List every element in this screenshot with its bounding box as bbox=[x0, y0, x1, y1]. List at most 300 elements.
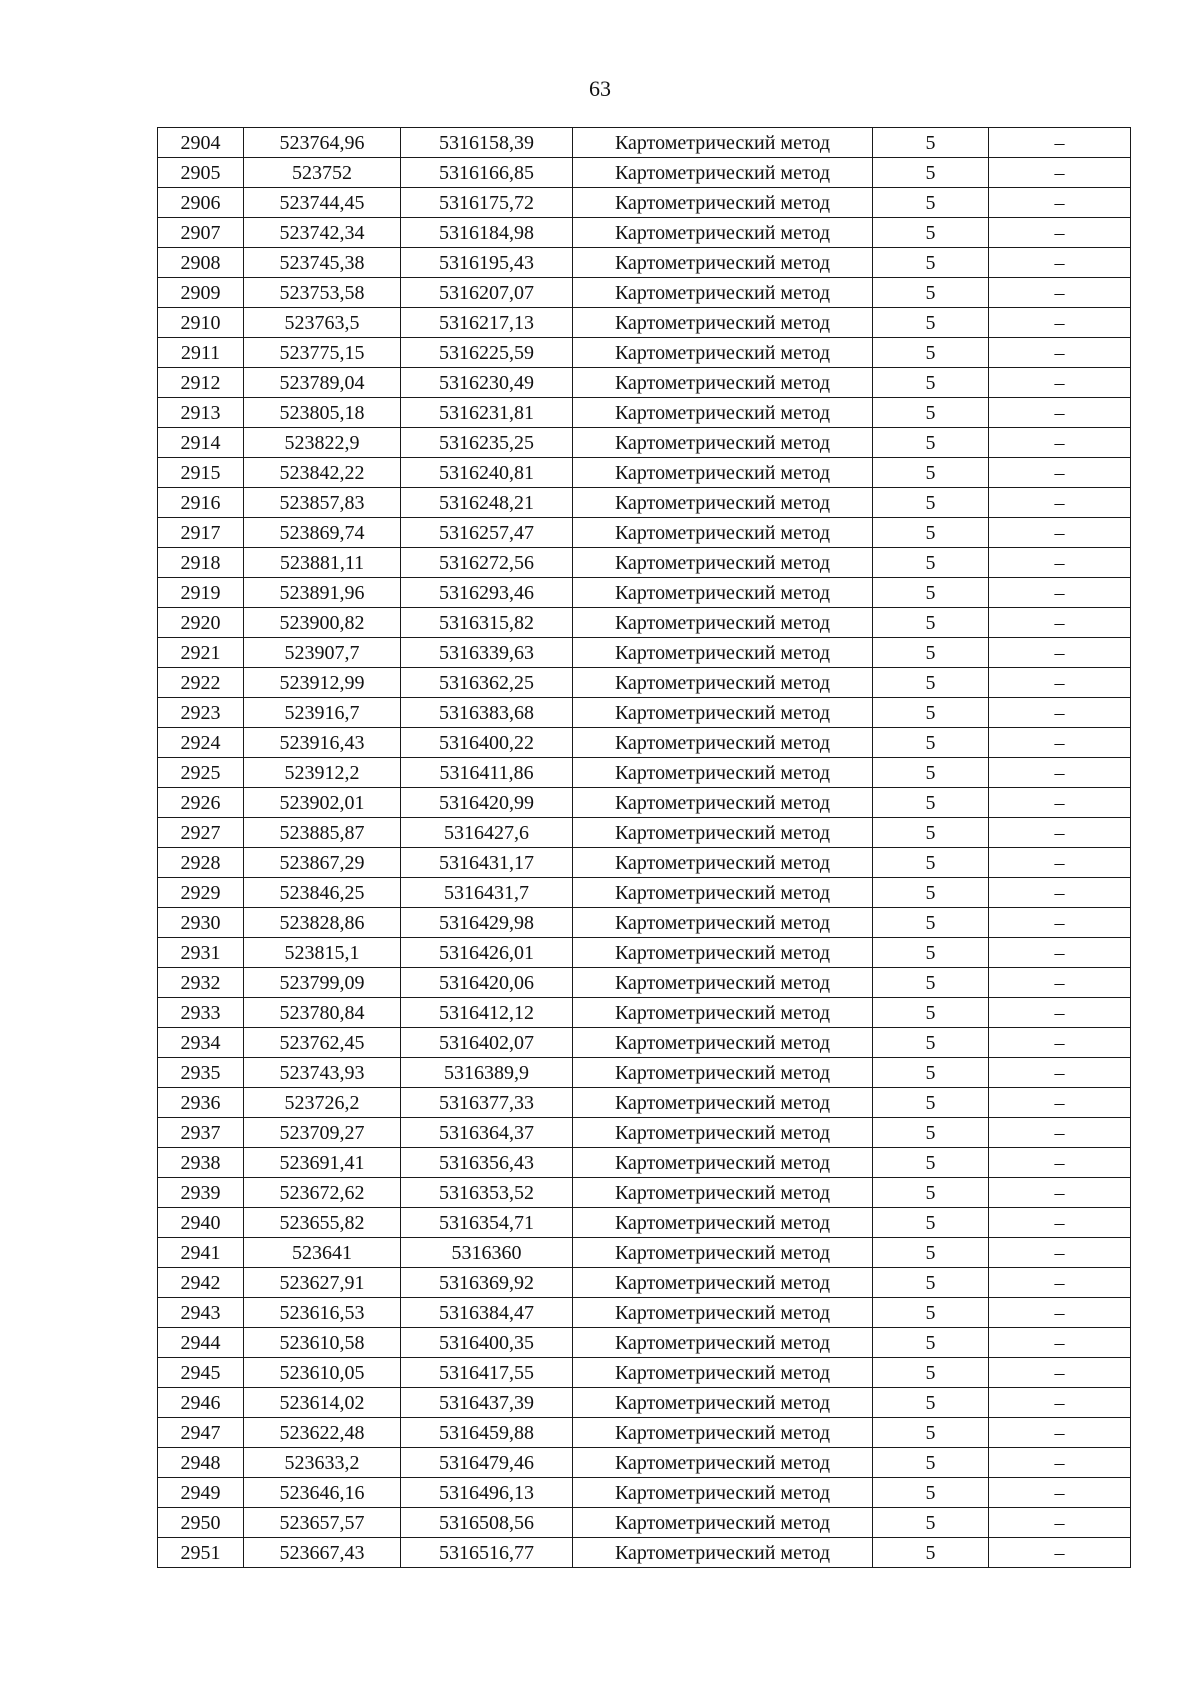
method-cell: Картометрический метод bbox=[573, 878, 873, 908]
x-coordinate-cell: 523616,53 bbox=[244, 1298, 401, 1328]
point-number-cell: 2912 bbox=[158, 368, 244, 398]
point-number-cell: 2942 bbox=[158, 1268, 244, 1298]
accuracy-cell: 5 bbox=[873, 458, 989, 488]
table-row bbox=[158, 1328, 1131, 1358]
accuracy-cell: 5 bbox=[873, 998, 989, 1028]
x-coordinate-cell: 523846,25 bbox=[244, 878, 401, 908]
note-cell: – bbox=[989, 128, 1131, 158]
table-row bbox=[158, 668, 1131, 698]
table-row bbox=[158, 1058, 1131, 1088]
point-number-cell: 2917 bbox=[158, 518, 244, 548]
x-coordinate-cell: 523655,82 bbox=[244, 1208, 401, 1238]
point-number-cell: 2948 bbox=[158, 1448, 244, 1478]
x-coordinate-cell: 523902,01 bbox=[244, 788, 401, 818]
accuracy-cell: 5 bbox=[873, 1298, 989, 1328]
method-cell: Картометрический метод bbox=[573, 818, 873, 848]
point-number-cell: 2931 bbox=[158, 938, 244, 968]
y-coordinate-cell: 5316364,37 bbox=[401, 1118, 573, 1148]
x-coordinate-cell: 523742,34 bbox=[244, 218, 401, 248]
y-coordinate-cell: 5316225,59 bbox=[401, 338, 573, 368]
table-row bbox=[158, 1418, 1131, 1448]
point-number-cell: 2922 bbox=[158, 668, 244, 698]
x-coordinate-cell: 523641 bbox=[244, 1238, 401, 1268]
table-row bbox=[158, 128, 1131, 158]
table-row bbox=[158, 368, 1131, 398]
point-number-cell: 2940 bbox=[158, 1208, 244, 1238]
accuracy-cell: 5 bbox=[873, 158, 989, 188]
table-row bbox=[158, 848, 1131, 878]
note-cell: – bbox=[989, 1208, 1131, 1238]
x-coordinate-cell: 523667,43 bbox=[244, 1538, 401, 1568]
note-cell: – bbox=[989, 488, 1131, 518]
table-row bbox=[158, 428, 1131, 458]
note-cell: – bbox=[989, 668, 1131, 698]
y-coordinate-cell: 5316315,82 bbox=[401, 608, 573, 638]
y-coordinate-cell: 5316207,07 bbox=[401, 278, 573, 308]
method-cell: Картометрический метод bbox=[573, 1298, 873, 1328]
note-cell: – bbox=[989, 398, 1131, 428]
method-cell: Картометрический метод bbox=[573, 398, 873, 428]
accuracy-cell: 5 bbox=[873, 308, 989, 338]
x-coordinate-cell: 523745,38 bbox=[244, 248, 401, 278]
x-coordinate-cell: 523891,96 bbox=[244, 578, 401, 608]
x-coordinate-cell: 523622,48 bbox=[244, 1418, 401, 1448]
note-cell: – bbox=[989, 758, 1131, 788]
table-row bbox=[158, 278, 1131, 308]
accuracy-cell: 5 bbox=[873, 1118, 989, 1148]
accuracy-cell: 5 bbox=[873, 968, 989, 998]
method-cell: Картометрический метод bbox=[573, 518, 873, 548]
table-row bbox=[158, 638, 1131, 668]
point-number-cell: 2941 bbox=[158, 1238, 244, 1268]
y-coordinate-cell: 5316240,81 bbox=[401, 458, 573, 488]
table-row bbox=[158, 158, 1131, 188]
method-cell: Картометрический метод bbox=[573, 368, 873, 398]
point-number-cell: 2911 bbox=[158, 338, 244, 368]
table-row bbox=[158, 1208, 1131, 1238]
method-cell: Картометрический метод bbox=[573, 1328, 873, 1358]
y-coordinate-cell: 5316412,12 bbox=[401, 998, 573, 1028]
point-number-cell: 2926 bbox=[158, 788, 244, 818]
note-cell: – bbox=[989, 518, 1131, 548]
accuracy-cell: 5 bbox=[873, 608, 989, 638]
method-cell: Картометрический метод bbox=[573, 1358, 873, 1388]
method-cell: Картометрический метод bbox=[573, 1118, 873, 1148]
point-number-cell: 2933 bbox=[158, 998, 244, 1028]
accuracy-cell: 5 bbox=[873, 938, 989, 968]
x-coordinate-cell: 523867,29 bbox=[244, 848, 401, 878]
note-cell: – bbox=[989, 308, 1131, 338]
y-coordinate-cell: 5316400,22 bbox=[401, 728, 573, 758]
y-coordinate-cell: 5316235,25 bbox=[401, 428, 573, 458]
note-cell: – bbox=[989, 848, 1131, 878]
x-coordinate-cell: 523762,45 bbox=[244, 1028, 401, 1058]
method-cell: Картометрический метод bbox=[573, 668, 873, 698]
note-cell: – bbox=[989, 1298, 1131, 1328]
table-row bbox=[158, 518, 1131, 548]
x-coordinate-cell: 523842,22 bbox=[244, 458, 401, 488]
point-number-cell: 2918 bbox=[158, 548, 244, 578]
note-cell: – bbox=[989, 368, 1131, 398]
table-row bbox=[158, 1238, 1131, 1268]
accuracy-cell: 5 bbox=[873, 758, 989, 788]
y-coordinate-cell: 5316417,55 bbox=[401, 1358, 573, 1388]
note-cell: – bbox=[989, 1388, 1131, 1418]
table-row bbox=[158, 188, 1131, 218]
y-coordinate-cell: 5316389,9 bbox=[401, 1058, 573, 1088]
method-cell: Картометрический метод bbox=[573, 728, 873, 758]
point-number-cell: 2923 bbox=[158, 698, 244, 728]
point-number-cell: 2904 bbox=[158, 128, 244, 158]
method-cell: Картометрический метод bbox=[573, 998, 873, 1028]
y-coordinate-cell: 5316431,17 bbox=[401, 848, 573, 878]
accuracy-cell: 5 bbox=[873, 1418, 989, 1448]
x-coordinate-cell: 523753,58 bbox=[244, 278, 401, 308]
point-number-cell: 2914 bbox=[158, 428, 244, 458]
y-coordinate-cell: 5316257,47 bbox=[401, 518, 573, 548]
accuracy-cell: 5 bbox=[873, 1058, 989, 1088]
method-cell: Картометрический метод bbox=[573, 458, 873, 488]
method-cell: Картометрический метод bbox=[573, 158, 873, 188]
note-cell: – bbox=[989, 1148, 1131, 1178]
accuracy-cell: 5 bbox=[873, 668, 989, 698]
table-row bbox=[158, 1478, 1131, 1508]
point-number-cell: 2945 bbox=[158, 1358, 244, 1388]
y-coordinate-cell: 5316217,13 bbox=[401, 308, 573, 338]
note-cell: – bbox=[989, 248, 1131, 278]
note-cell: – bbox=[989, 1088, 1131, 1118]
point-number-cell: 2935 bbox=[158, 1058, 244, 1088]
accuracy-cell: 5 bbox=[873, 1238, 989, 1268]
method-cell: Картометрический метод bbox=[573, 308, 873, 338]
method-cell: Картометрический метод bbox=[573, 548, 873, 578]
y-coordinate-cell: 5316459,88 bbox=[401, 1418, 573, 1448]
accuracy-cell: 5 bbox=[873, 1448, 989, 1478]
method-cell: Картометрический метод bbox=[573, 1238, 873, 1268]
x-coordinate-cell: 523752 bbox=[244, 158, 401, 188]
point-number-cell: 2936 bbox=[158, 1088, 244, 1118]
x-coordinate-cell: 523799,09 bbox=[244, 968, 401, 998]
x-coordinate-cell: 523881,11 bbox=[244, 548, 401, 578]
x-coordinate-cell: 523900,82 bbox=[244, 608, 401, 638]
table-row bbox=[158, 1268, 1131, 1298]
method-cell: Картометрический метод bbox=[573, 188, 873, 218]
note-cell: – bbox=[989, 428, 1131, 458]
table-row bbox=[158, 908, 1131, 938]
table-row bbox=[158, 1028, 1131, 1058]
table-row bbox=[158, 548, 1131, 578]
y-coordinate-cell: 5316400,35 bbox=[401, 1328, 573, 1358]
accuracy-cell: 5 bbox=[873, 368, 989, 398]
method-cell: Картометрический метод bbox=[573, 1388, 873, 1418]
x-coordinate-cell: 523822,9 bbox=[244, 428, 401, 458]
note-cell: – bbox=[989, 1058, 1131, 1088]
x-coordinate-cell: 523805,18 bbox=[244, 398, 401, 428]
note-cell: – bbox=[989, 1238, 1131, 1268]
note-cell: – bbox=[989, 1508, 1131, 1538]
method-cell: Картометрический метод bbox=[573, 608, 873, 638]
accuracy-cell: 5 bbox=[873, 518, 989, 548]
y-coordinate-cell: 5316272,56 bbox=[401, 548, 573, 578]
x-coordinate-cell: 523912,2 bbox=[244, 758, 401, 788]
note-cell: – bbox=[989, 1478, 1131, 1508]
table-row bbox=[158, 968, 1131, 998]
note-cell: – bbox=[989, 548, 1131, 578]
method-cell: Картометрический метод bbox=[573, 1508, 873, 1538]
note-cell: – bbox=[989, 188, 1131, 218]
method-cell: Картометрический метод bbox=[573, 1028, 873, 1058]
method-cell: Картометрический метод bbox=[573, 128, 873, 158]
point-number-cell: 2949 bbox=[158, 1478, 244, 1508]
x-coordinate-cell: 523869,74 bbox=[244, 518, 401, 548]
point-number-cell: 2908 bbox=[158, 248, 244, 278]
accuracy-cell: 5 bbox=[873, 398, 989, 428]
note-cell: – bbox=[989, 1358, 1131, 1388]
y-coordinate-cell: 5316496,13 bbox=[401, 1478, 573, 1508]
method-cell: Картометрический метод bbox=[573, 428, 873, 458]
method-cell: Картометрический метод bbox=[573, 758, 873, 788]
point-number-cell: 2939 bbox=[158, 1178, 244, 1208]
accuracy-cell: 5 bbox=[873, 128, 989, 158]
point-number-cell: 2925 bbox=[158, 758, 244, 788]
note-cell: – bbox=[989, 578, 1131, 608]
point-number-cell: 2913 bbox=[158, 398, 244, 428]
table-row bbox=[158, 1508, 1131, 1538]
x-coordinate-cell: 523691,41 bbox=[244, 1148, 401, 1178]
accuracy-cell: 5 bbox=[873, 1148, 989, 1178]
method-cell: Картометрический метод bbox=[573, 968, 873, 998]
method-cell: Картометрический метод bbox=[573, 638, 873, 668]
point-number-cell: 2934 bbox=[158, 1028, 244, 1058]
x-coordinate-cell: 523763,5 bbox=[244, 308, 401, 338]
note-cell: – bbox=[989, 1118, 1131, 1148]
y-coordinate-cell: 5316427,6 bbox=[401, 818, 573, 848]
x-coordinate-cell: 523610,58 bbox=[244, 1328, 401, 1358]
coordinates-table bbox=[157, 127, 1131, 1568]
point-number-cell: 2950 bbox=[158, 1508, 244, 1538]
accuracy-cell: 5 bbox=[873, 1088, 989, 1118]
point-number-cell: 2924 bbox=[158, 728, 244, 758]
method-cell: Картометрический метод bbox=[573, 938, 873, 968]
method-cell: Картометрический метод bbox=[573, 578, 873, 608]
y-coordinate-cell: 5316437,39 bbox=[401, 1388, 573, 1418]
y-coordinate-cell: 5316516,77 bbox=[401, 1538, 573, 1568]
coordinates-table-body bbox=[158, 128, 1131, 1568]
x-coordinate-cell: 523857,83 bbox=[244, 488, 401, 518]
point-number-cell: 2947 bbox=[158, 1418, 244, 1448]
x-coordinate-cell: 523815,1 bbox=[244, 938, 401, 968]
accuracy-cell: 5 bbox=[873, 188, 989, 218]
accuracy-cell: 5 bbox=[873, 728, 989, 758]
point-number-cell: 2932 bbox=[158, 968, 244, 998]
note-cell: – bbox=[989, 1028, 1131, 1058]
x-coordinate-cell: 523907,7 bbox=[244, 638, 401, 668]
table-row bbox=[158, 458, 1131, 488]
table-row bbox=[158, 698, 1131, 728]
note-cell: – bbox=[989, 1268, 1131, 1298]
point-number-cell: 2929 bbox=[158, 878, 244, 908]
table-row bbox=[158, 788, 1131, 818]
method-cell: Картометрический метод bbox=[573, 848, 873, 878]
method-cell: Картометрический метод bbox=[573, 698, 873, 728]
y-coordinate-cell: 5316230,49 bbox=[401, 368, 573, 398]
accuracy-cell: 5 bbox=[873, 1388, 989, 1418]
table-row bbox=[158, 938, 1131, 968]
table-row bbox=[158, 758, 1131, 788]
note-cell: – bbox=[989, 1178, 1131, 1208]
y-coordinate-cell: 5316429,98 bbox=[401, 908, 573, 938]
x-coordinate-cell: 523764,96 bbox=[244, 128, 401, 158]
y-coordinate-cell: 5316508,56 bbox=[401, 1508, 573, 1538]
note-cell: – bbox=[989, 338, 1131, 368]
table-row bbox=[158, 1148, 1131, 1178]
y-coordinate-cell: 5316384,47 bbox=[401, 1298, 573, 1328]
y-coordinate-cell: 5316431,7 bbox=[401, 878, 573, 908]
y-coordinate-cell: 5316195,43 bbox=[401, 248, 573, 278]
accuracy-cell: 5 bbox=[873, 278, 989, 308]
note-cell: – bbox=[989, 998, 1131, 1028]
point-number-cell: 2927 bbox=[158, 818, 244, 848]
table-row bbox=[158, 818, 1131, 848]
method-cell: Картометрический метод bbox=[573, 488, 873, 518]
note-cell: – bbox=[989, 908, 1131, 938]
point-number-cell: 2930 bbox=[158, 908, 244, 938]
accuracy-cell: 5 bbox=[873, 878, 989, 908]
x-coordinate-cell: 523627,91 bbox=[244, 1268, 401, 1298]
note-cell: – bbox=[989, 218, 1131, 248]
point-number-cell: 2946 bbox=[158, 1388, 244, 1418]
page-number: 63 bbox=[589, 76, 611, 101]
y-coordinate-cell: 5316369,92 bbox=[401, 1268, 573, 1298]
y-coordinate-cell: 5316248,21 bbox=[401, 488, 573, 518]
table-row bbox=[158, 1088, 1131, 1118]
x-coordinate-cell: 523709,27 bbox=[244, 1118, 401, 1148]
accuracy-cell: 5 bbox=[873, 848, 989, 878]
y-coordinate-cell: 5316293,46 bbox=[401, 578, 573, 608]
accuracy-cell: 5 bbox=[873, 1358, 989, 1388]
method-cell: Картометрический метод bbox=[573, 1148, 873, 1178]
accuracy-cell: 5 bbox=[873, 338, 989, 368]
accuracy-cell: 5 bbox=[873, 1478, 989, 1508]
table-row bbox=[158, 488, 1131, 518]
y-coordinate-cell: 5316231,81 bbox=[401, 398, 573, 428]
table-row bbox=[158, 608, 1131, 638]
table-row bbox=[158, 338, 1131, 368]
accuracy-cell: 5 bbox=[873, 788, 989, 818]
y-coordinate-cell: 5316184,98 bbox=[401, 218, 573, 248]
x-coordinate-cell: 523916,7 bbox=[244, 698, 401, 728]
point-number-cell: 2951 bbox=[158, 1538, 244, 1568]
accuracy-cell: 5 bbox=[873, 1328, 989, 1358]
method-cell: Картометрический метод bbox=[573, 908, 873, 938]
note-cell: – bbox=[989, 1448, 1131, 1478]
y-coordinate-cell: 5316426,01 bbox=[401, 938, 573, 968]
note-cell: – bbox=[989, 1328, 1131, 1358]
table-row bbox=[158, 398, 1131, 428]
point-number-cell: 2916 bbox=[158, 488, 244, 518]
point-number-cell: 2943 bbox=[158, 1298, 244, 1328]
y-coordinate-cell: 5316411,86 bbox=[401, 758, 573, 788]
y-coordinate-cell: 5316360 bbox=[401, 1238, 573, 1268]
note-cell: – bbox=[989, 818, 1131, 848]
y-coordinate-cell: 5316175,72 bbox=[401, 188, 573, 218]
accuracy-cell: 5 bbox=[873, 578, 989, 608]
accuracy-cell: 5 bbox=[873, 908, 989, 938]
accuracy-cell: 5 bbox=[873, 218, 989, 248]
note-cell: – bbox=[989, 938, 1131, 968]
point-number-cell: 2906 bbox=[158, 188, 244, 218]
table-row bbox=[158, 998, 1131, 1028]
table-row bbox=[158, 248, 1131, 278]
table-row bbox=[158, 1388, 1131, 1418]
x-coordinate-cell: 523912,99 bbox=[244, 668, 401, 698]
note-cell: – bbox=[989, 278, 1131, 308]
point-number-cell: 2928 bbox=[158, 848, 244, 878]
method-cell: Картометрический метод bbox=[573, 218, 873, 248]
accuracy-cell: 5 bbox=[873, 638, 989, 668]
point-number-cell: 2920 bbox=[158, 608, 244, 638]
point-number-cell: 2938 bbox=[158, 1148, 244, 1178]
method-cell: Картометрический метод bbox=[573, 1088, 873, 1118]
y-coordinate-cell: 5316420,06 bbox=[401, 968, 573, 998]
y-coordinate-cell: 5316356,43 bbox=[401, 1148, 573, 1178]
x-coordinate-cell: 523633,2 bbox=[244, 1448, 401, 1478]
accuracy-cell: 5 bbox=[873, 248, 989, 278]
method-cell: Картометрический метод bbox=[573, 788, 873, 818]
y-coordinate-cell: 5316402,07 bbox=[401, 1028, 573, 1058]
table-row bbox=[158, 728, 1131, 758]
note-cell: – bbox=[989, 788, 1131, 818]
accuracy-cell: 5 bbox=[873, 818, 989, 848]
point-number-cell: 2937 bbox=[158, 1118, 244, 1148]
accuracy-cell: 5 bbox=[873, 1538, 989, 1568]
table-row bbox=[158, 1358, 1131, 1388]
x-coordinate-cell: 523828,86 bbox=[244, 908, 401, 938]
accuracy-cell: 5 bbox=[873, 698, 989, 728]
point-number-cell: 2921 bbox=[158, 638, 244, 668]
note-cell: – bbox=[989, 1418, 1131, 1448]
table-row bbox=[158, 1298, 1131, 1328]
y-coordinate-cell: 5316479,46 bbox=[401, 1448, 573, 1478]
method-cell: Картометрический метод bbox=[573, 248, 873, 278]
x-coordinate-cell: 523780,84 bbox=[244, 998, 401, 1028]
note-cell: – bbox=[989, 158, 1131, 188]
accuracy-cell: 5 bbox=[873, 1508, 989, 1538]
accuracy-cell: 5 bbox=[873, 1028, 989, 1058]
accuracy-cell: 5 bbox=[873, 428, 989, 458]
table-row bbox=[158, 578, 1131, 608]
x-coordinate-cell: 523775,15 bbox=[244, 338, 401, 368]
y-coordinate-cell: 5316354,71 bbox=[401, 1208, 573, 1238]
y-coordinate-cell: 5316353,52 bbox=[401, 1178, 573, 1208]
note-cell: – bbox=[989, 728, 1131, 758]
table-row bbox=[158, 1448, 1131, 1478]
table-row bbox=[158, 1178, 1131, 1208]
x-coordinate-cell: 523646,16 bbox=[244, 1478, 401, 1508]
y-coordinate-cell: 5316383,68 bbox=[401, 698, 573, 728]
table-row bbox=[158, 878, 1131, 908]
method-cell: Картометрический метод bbox=[573, 1208, 873, 1238]
method-cell: Картометрический метод bbox=[573, 1058, 873, 1088]
y-coordinate-cell: 5316158,39 bbox=[401, 128, 573, 158]
method-cell: Картометрический метод bbox=[573, 1268, 873, 1298]
x-coordinate-cell: 523916,43 bbox=[244, 728, 401, 758]
method-cell: Картометрический метод bbox=[573, 278, 873, 308]
table-row bbox=[158, 218, 1131, 248]
point-number-cell: 2907 bbox=[158, 218, 244, 248]
method-cell: Картометрический метод bbox=[573, 1538, 873, 1568]
method-cell: Картометрический метод bbox=[573, 1418, 873, 1448]
